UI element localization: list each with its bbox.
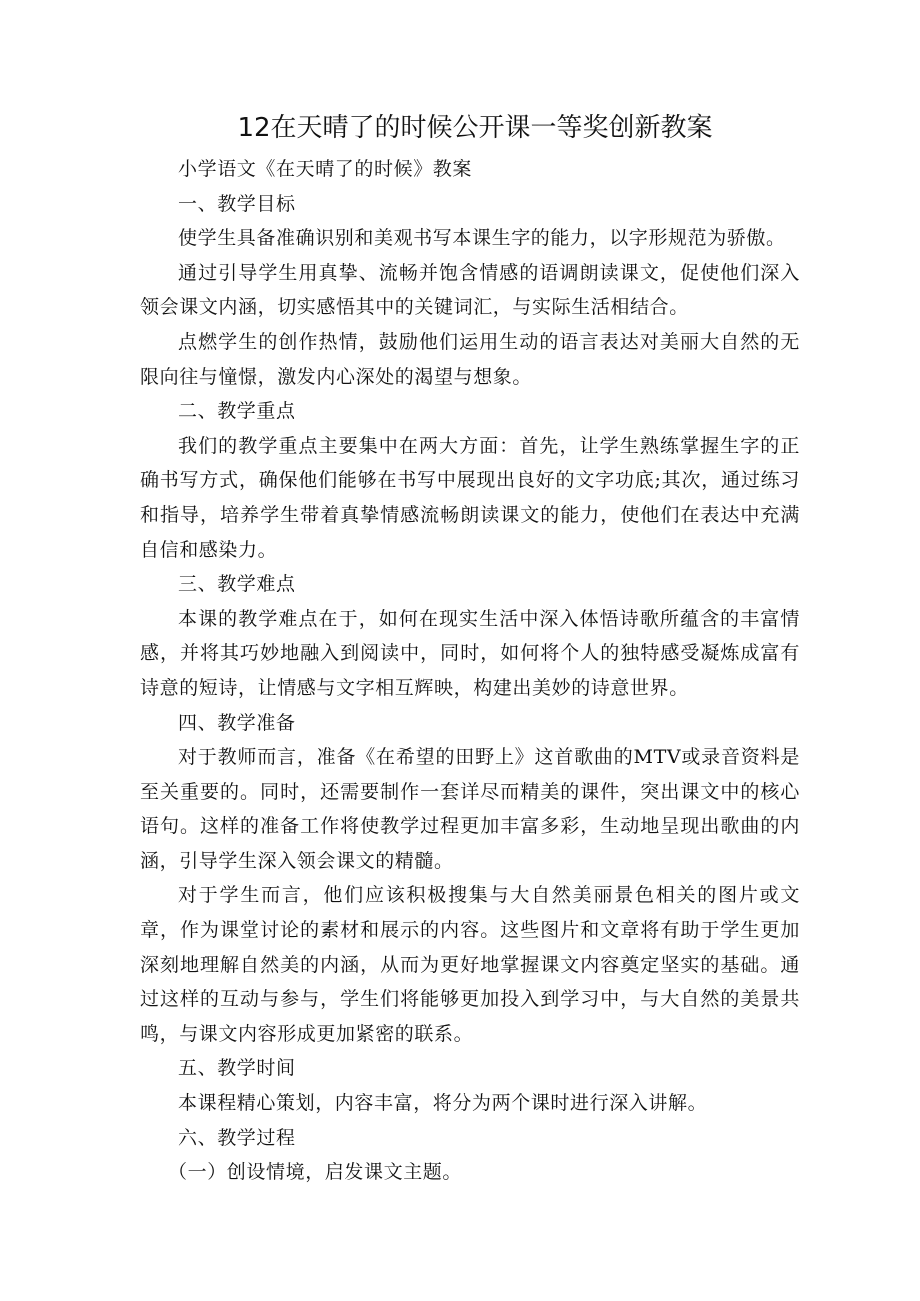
paragraph: 通过引导学生用真挚、流畅并饱含情感的语调朗读课文，促使他们深入领会课文内涵，切实感悟其中的关键词汇，与实际生活相结合。 xyxy=(140,261,800,319)
paragraph: 对于教师而言，准备《在希望的田野上》这首歌曲的MTV或录音资料是至关重要的。同时，还需要制作一套详尽而精美的课件，突出课文中的核心语句。这样的准备工作将使教学过程更加丰富多彩，生动地呈现出歌曲的内涵，引导学生深入领会课文的精髓。 xyxy=(140,746,800,872)
section-heading: 一、教学目标 xyxy=(178,192,296,215)
paragraph: 本课的教学难点在于，如何在现实生活中深入体悟诗歌所蕴含的丰富情感，并将其巧妙地融入到阅读中，同时，如何将个人的独特感受凝炼成富有诗意的短诗，让情感与文字相互辉映，构建出美妙的诗意世界。 xyxy=(140,607,800,699)
section-heading: 三、教学难点 xyxy=(178,573,296,596)
section-heading: 二、教学重点 xyxy=(178,400,296,423)
sub-item: （一）创设情境，启发课文主题。 xyxy=(168,1161,463,1184)
section-heading: 四、教学准备 xyxy=(178,711,296,734)
section-heading: 六、教学过程 xyxy=(178,1126,296,1149)
paragraph: 使学生具备准确识别和美观书写本课生字的能力，以字形规范为骄傲。 xyxy=(178,227,786,250)
document-subtitle: 小学语文《在天晴了的时候》教案 xyxy=(178,158,473,180)
section-heading: 五、教学时间 xyxy=(178,1057,296,1080)
document-title: 12在天晴了的时候公开课一等奖创新教案 xyxy=(237,113,713,143)
paragraph: 本课程精心策划，内容丰富，将分为两个课时进行深入讲解。 xyxy=(178,1092,708,1115)
document-body xyxy=(140,152,800,1190)
paragraph: 我们的教学重点主要集中在两大方面：首先，让学生熟练掌握生字的正确书写方式，确保他们能够在书写中展现出良好的文字功底;其次，通过练习和指导，培养学生带着真挚情感流畅朗读课文的能力，使他们在表达中充满自信和感染力。 xyxy=(140,434,800,561)
paragraph: 点燃学生的创作热情，鼓励他们运用生动的语言表达对美丽大自然的无限向往与憧憬，激发内心深处的渴望与想象。 xyxy=(140,330,800,388)
paragraph: 对于学生而言，他们应该积极搜集与大自然美丽景色相关的图片或文章，作为课堂讨论的素材和展示的内容。这些图片和文章将有助于学生更加深刻地理解自然美的内涵，从而为更好地掌握课文内容奠定坚实的基础。通过这样的互动与参与，学生们将能够更加投入到学习中，与大自然的美景共鸣，与课文内容形成更加紧密的联系。 xyxy=(140,884,800,1045)
